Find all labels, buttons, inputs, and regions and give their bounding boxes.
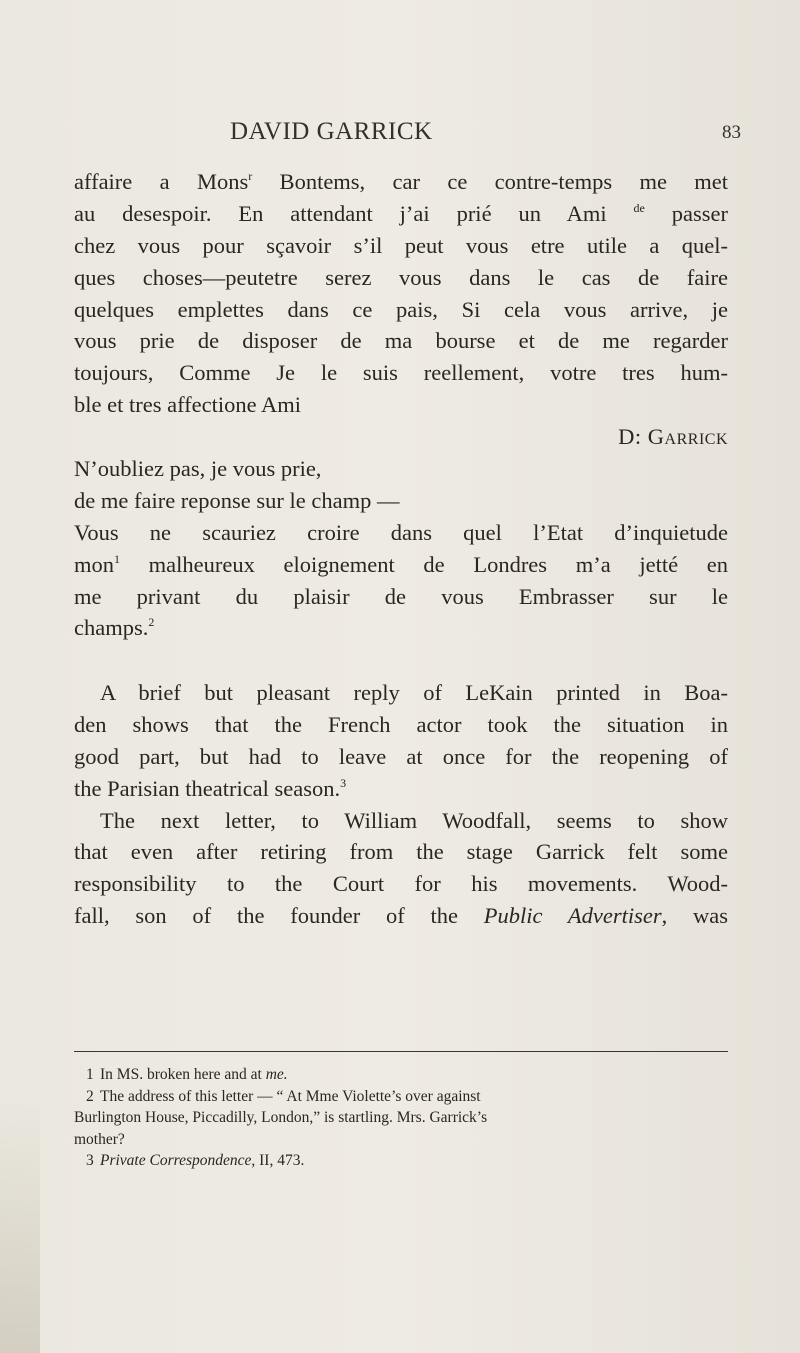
postscript-line: champs.$^2$ [74, 615, 155, 641]
page-header [0, 118, 800, 150]
text-line: toujours, Comme Je le suis reellement, votre tres hum- [74, 360, 728, 386]
signature: D: Garrick [618, 424, 728, 450]
footnote-1: 1 In MS. broken here and at me. [86, 1066, 288, 1083]
body-text [74, 677, 728, 932]
footnote-2: 2 The address of this letter — “ At Mme Violette’s over against [86, 1087, 481, 1105]
footnote-2-cont: mother? [74, 1130, 125, 1148]
body-line: responsibility to the Court for his movements. Wood- [74, 871, 728, 897]
body-line: A brief but pleasant reply of LeKain printed in Boa- [100, 680, 728, 705]
postscript-line: de me faire reponse sur le champ — [74, 487, 400, 513]
page-number: 83 [722, 122, 741, 143]
body-line: den shows that the French actor took the situation in [74, 711, 728, 737]
body-line: that even after retiring from the stage Garrick felt some [74, 839, 728, 865]
body-line: good part, but had to leave at once for the reopening of [74, 743, 728, 769]
footnotes [74, 1064, 728, 1172]
footnote-rule [74, 1051, 728, 1052]
text-line: ble et tres affectione Ami [74, 392, 301, 418]
footnote-2-cont: Burlington House, Piccadilly, London,” is startling. Mrs. Garrick’s [74, 1109, 488, 1126]
body-line: The next letter, to William Woodfall, seems to show [100, 807, 728, 833]
postscript-line: Vous ne scauriez croire dans quel l’Etat d’inquietude [74, 519, 728, 545]
postscript-line: N’oubliez pas, je vous prie, [74, 456, 322, 482]
text-line: vous prie de disposer de ma bourse et de me regarder [74, 328, 728, 354]
running-head: DAVID GARRICK [230, 118, 433, 145]
postscript-line: mon$^1$ malheureux eloignement de Londres m’a jetté en [74, 551, 728, 577]
text-line: affaire a Mons$^r$ Bontems, car ce contre-temps me met [74, 169, 729, 194]
text-line: au desespoir. En attendant j’ai prié un Ami $^{de}$ passer [74, 200, 728, 226]
footnote-3: 3 Private Correspondence, II, 473. [86, 1152, 305, 1169]
body-line: fall, son of the founder of the Public Advertiser, was [74, 903, 729, 929]
page-stain [0, 1093, 40, 1353]
letter-text [74, 166, 728, 644]
text-line: chez vous pour sçavoir s’il peut vous etre utile a quel- [74, 232, 728, 258]
text-line: quelques emplettes dans ce pais, Si cela vous arrive, je [74, 296, 728, 322]
body-line: the Parisian theatrical season.$^3$ [74, 775, 347, 801]
text-line: ques choses—peutetre serez vous dans le cas de faire [74, 264, 728, 290]
postscript-line: me privant du plaisir de vous Embrasser sur le [74, 583, 728, 609]
